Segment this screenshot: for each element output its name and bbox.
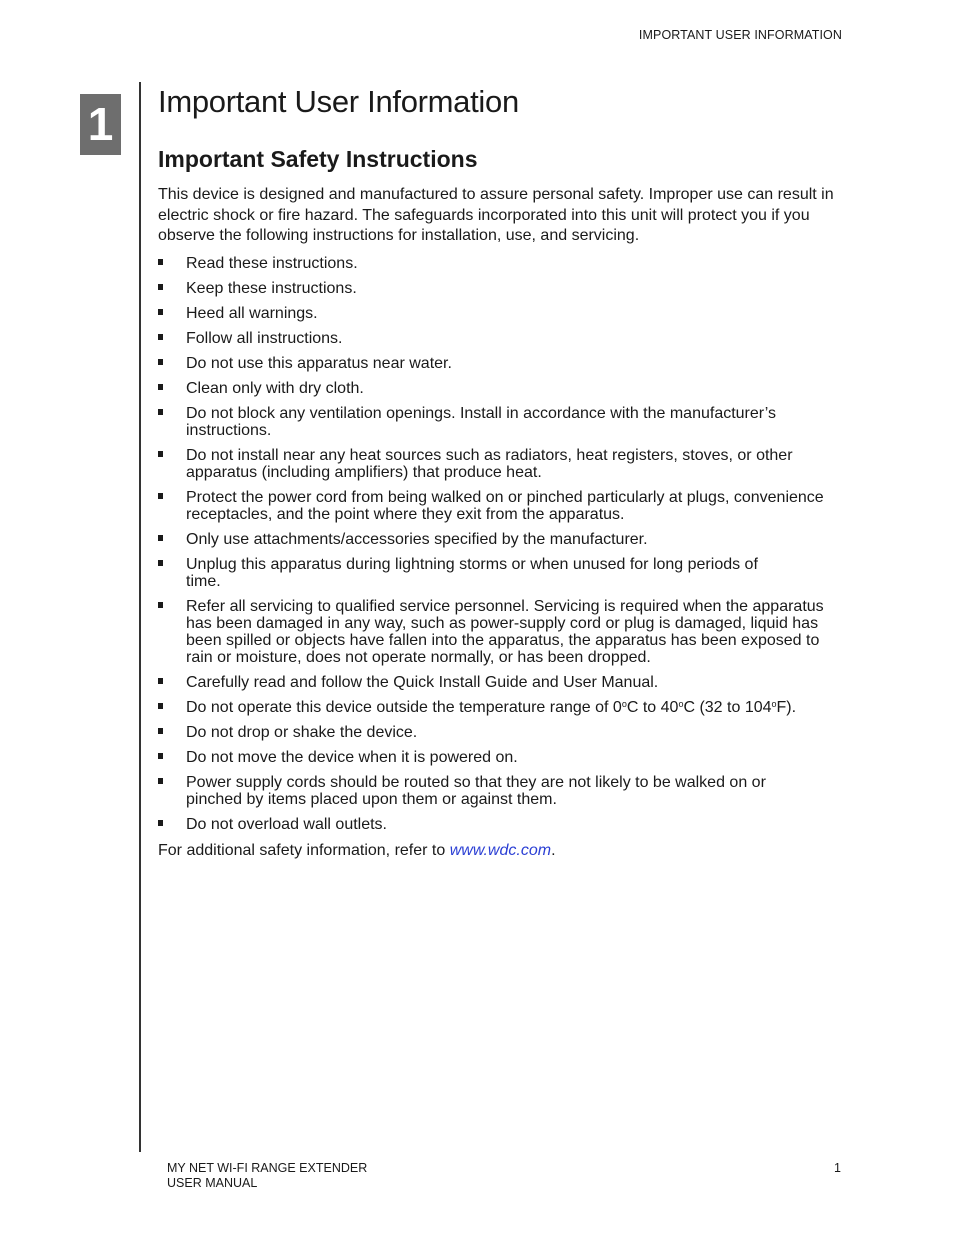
list-item-text: Power supply cords should be routed so that they are not likely to be walked on or pinched by items placed upon them or against them. (186, 773, 766, 808)
bullet-icon (158, 535, 163, 541)
list-item-text: Only use attachments/accessories specified by the manufacturer. (186, 530, 648, 548)
list-item-text: Read these instructions. (186, 254, 358, 272)
list-item-text: Do not install near any heat sources such as radiators, heat registers, stoves, or other apparatus (including amplifiers) that produce heat. (186, 446, 793, 481)
list-item-text: Follow all instructions. (186, 329, 343, 347)
list-item-text: Do not block any ventilation openings. Install in accordance with the manufacturer’s instructions. (186, 404, 776, 439)
list-item-text: Refer all servicing to qualified service personnel. Servicing is required when the apparatus has been damaged in any way, such as power-supply cord or plug is damaged, liquid has been spilled or objects have fallen into the apparatus, the apparatus has been exposed to rain or moisture, does not operate normally, or has been dropped. (186, 597, 824, 666)
list-item (158, 489, 838, 523)
list-item (158, 280, 838, 297)
list-item (158, 724, 838, 741)
bullet-icon (158, 560, 163, 566)
intro-paragraph: This device is designed and manufactured to assure personal safety. Improper use can result in electric shock or fire hazard. The safeguards incorporated into this unit will protect you if you observe the following instructions for installation, use, and servicing. (158, 186, 834, 244)
bullet-icon (158, 309, 163, 315)
vertical-divider (139, 82, 141, 1152)
list-item-text: Protect the power cord from being walked on or pinched particularly at plugs, convenience receptacles, and the point where they exit from the apparatus. (186, 488, 824, 523)
closing-text: For additional safety information, refer to (158, 841, 450, 859)
list-item (158, 447, 838, 481)
list-item-text: Do not use this apparatus near water. (186, 354, 452, 372)
degree-sup: o (771, 698, 777, 709)
bullet-icon (158, 753, 163, 759)
list-item (158, 774, 838, 808)
list-item (158, 816, 838, 833)
degree-sup: o (678, 698, 684, 709)
main-content (158, 82, 838, 861)
footer-product-name (167, 1161, 367, 1191)
wdc-website-link[interactable]: www.wdc.com (449, 841, 552, 859)
temp-text-3: C (32 to 104 (683, 698, 772, 716)
bullet-icon (158, 820, 163, 826)
temp-text-4: F). (776, 698, 797, 716)
safety-instructions-list (158, 255, 838, 833)
section-heading: Important Safety Instructions (158, 146, 478, 172)
list-item (158, 405, 838, 439)
temp-text-2: C to 40 (626, 698, 679, 716)
list-item (158, 305, 838, 322)
degree-sup: o (621, 698, 627, 709)
temp-text-1: Do not operate this device outside the temperature range of 0 (186, 698, 622, 716)
page-title: Important User Information (158, 84, 519, 119)
bullet-icon (158, 602, 163, 608)
closing-period: . (551, 841, 556, 859)
list-item-text: Keep these instructions. (186, 279, 357, 297)
list-item (158, 380, 838, 397)
list-item (158, 255, 838, 272)
bullet-icon (158, 493, 163, 499)
list-item (158, 330, 838, 347)
footer-product-line2: USER MANUAL (167, 1176, 258, 1190)
list-item-text: Carefully read and follow the Quick Install Guide and User Manual. (186, 673, 659, 691)
list-item-text: Unplug this apparatus during lightning storms or when unused for long periods of time. (186, 555, 758, 590)
list-item-text: Clean only with dry cloth. (186, 379, 364, 397)
running-header: IMPORTANT USER INFORMATION (638, 28, 842, 42)
bullet-icon (158, 451, 163, 457)
bullet-icon (158, 703, 163, 709)
closing-paragraph (158, 841, 838, 861)
list-item (158, 674, 838, 691)
list-item-temperature (158, 699, 838, 716)
bullet-icon (158, 284, 163, 290)
bullet-icon (158, 334, 163, 340)
bullet-icon (158, 259, 163, 265)
list-item (158, 355, 838, 372)
list-item-text: Do not drop or shake the device. (186, 723, 418, 741)
list-item (158, 531, 838, 548)
bullet-icon (158, 409, 163, 415)
list-item (158, 749, 838, 766)
list-item (158, 598, 838, 666)
bullet-icon (158, 359, 163, 365)
bullet-icon (158, 678, 163, 684)
list-item-text: Heed all warnings. (186, 304, 318, 322)
bullet-icon (158, 778, 163, 784)
chapter-number-badge: 1 (80, 94, 121, 155)
footer-product-line1: MY NET WI-FI RANGE EXTENDER (167, 1161, 368, 1175)
list-item-text: Do not overload wall outlets. (186, 815, 387, 833)
bullet-icon (158, 384, 163, 390)
bullet-icon (158, 728, 163, 734)
list-item (158, 556, 838, 590)
page-number: 1 (834, 1161, 841, 1175)
list-item-text: Do not move the device when it is powered on. (186, 748, 518, 766)
